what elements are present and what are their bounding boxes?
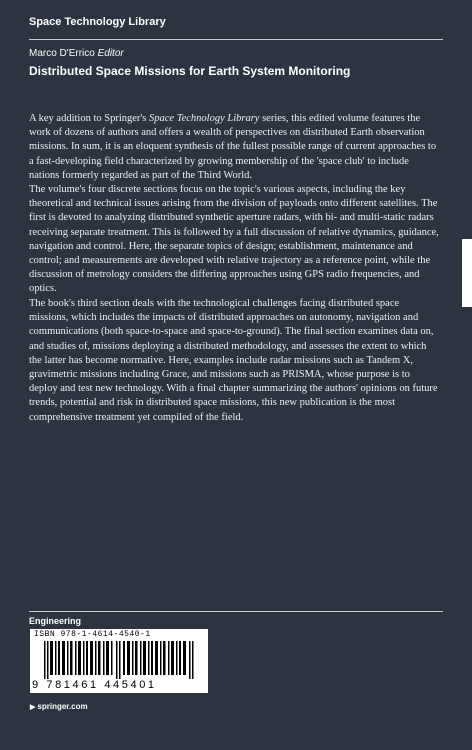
barcode-box bbox=[30, 629, 208, 693]
p1-rest: series, this edited volume features the work of dozens of authors and offers a wealth of perspectives on distributed Earth observation missions. In sum, it is an eloquent synthesis of the fullest possible range of current approaches to a fast-developing field characterized by growing membership of the 'space club' to include nations formerly regarded as part of the Third World. bbox=[29, 113, 437, 181]
p1-intro: A key addition to Springer's bbox=[29, 113, 150, 124]
top-divider bbox=[29, 39, 443, 40]
p3-text: The book's third section deals with the technological challenges facing distributed space missions, which includes the impacts of distributed approaches on autonomy, navigation and communications (both space-to-space and space-to-ground). The final section examines data on, and studies of, missions deploying a distributed methodology, and assesses the extent to which the latter has become normative. Here, examples include radar missions such as Tandem X, gravimetric missions including Grace, and missions such as PRISMA, whose purpose is to deploy and test new technology. With a final chapter summarizing the authors' opinions on future trends, potential and risk in distributed space missions, this new publication is the most comprehensive treatment yet compiled of the field. bbox=[29, 298, 438, 423]
site-label: springer.com bbox=[37, 702, 88, 711]
bottom-divider bbox=[29, 611, 443, 612]
isbn-text: ISBN 978-1-4614-4540-1 bbox=[34, 630, 151, 639]
blurb-paragraph-3 bbox=[29, 297, 439, 425]
editor-role: Editor bbox=[97, 48, 124, 59]
publisher-site[interactable] bbox=[30, 702, 88, 711]
edge-tab bbox=[462, 239, 472, 307]
book-title: Distributed Space Missions for Earth System Monitoring bbox=[29, 64, 351, 78]
subject-label: Engineering bbox=[29, 616, 82, 626]
series-name: Space Technology Library bbox=[29, 16, 166, 28]
editor-name: Marco D'Errico bbox=[29, 48, 95, 59]
barcode-number: 9 781461 445401 bbox=[32, 679, 157, 691]
p2-text: The volume's four discrete sections focus on the topic's various aspects, including the key theoretical and technical issues arising from the division of payloads onto different satellites. The first is devoted to analyzing distributed synthetic aperture radars, with bi- and multi-static radars receiving separate treatment. This is followed by a full discussion of relative dynamics, guidance, navigation and control. Here, the separate topics of design; establishment, maintenance and control; and measurements are developed with relative trajectory as a reference point, while the discussion of metrology considers the differing approaches using GPS radio frequencies, and optics. bbox=[29, 184, 439, 295]
chevron-right-icon: ▶ bbox=[30, 704, 36, 711]
blurb-paragraph-2 bbox=[29, 183, 439, 297]
p1-series-italic: Space Technology Library bbox=[149, 113, 260, 124]
editor-line bbox=[29, 48, 124, 59]
barcode-icon bbox=[44, 641, 196, 679]
blurb-paragraph-1 bbox=[29, 112, 439, 183]
